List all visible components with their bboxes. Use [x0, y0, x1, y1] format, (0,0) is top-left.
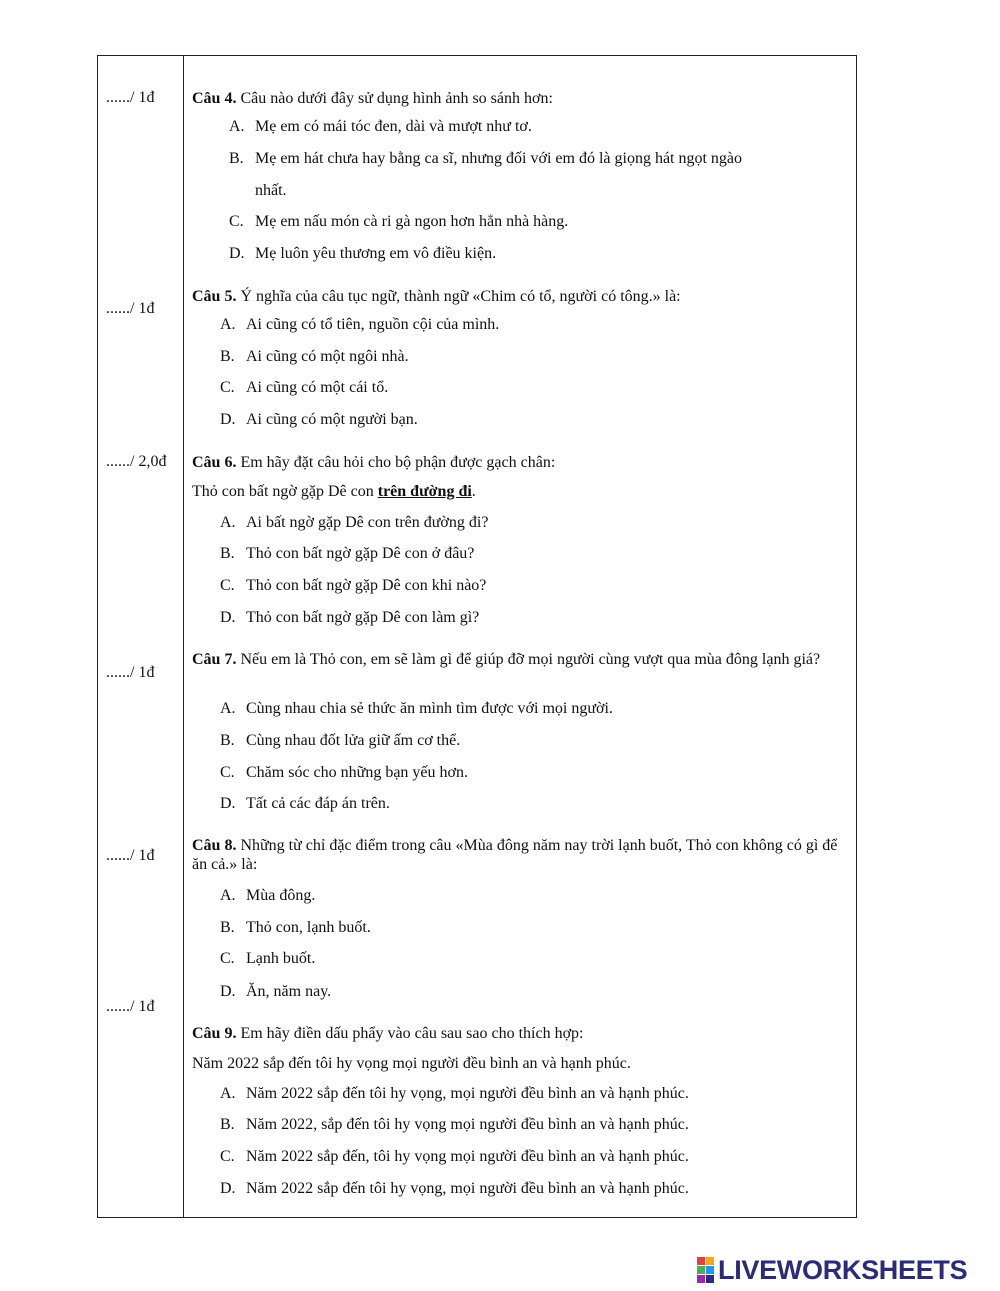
option-text: Mẹ em hát chưa hay bằng ca sĩ, nhưng đối với em đó là giọng hát ngọt ngào: [255, 150, 743, 167]
option-letter: B.: [229, 150, 244, 167]
option-text: Lạnh buốt.: [246, 950, 316, 967]
logo-block: [697, 1266, 705, 1274]
question-number: Câu 4.: [192, 90, 237, 107]
logo-block: [706, 1275, 714, 1283]
question-stem: [192, 89, 847, 108]
option-letter: A.: [220, 1085, 236, 1102]
question-stem: [192, 453, 847, 472]
option-text: Thỏ con bất ngờ gặp Dê con làm gì?: [246, 609, 480, 626]
option-b[interactable]: [220, 1116, 689, 1134]
option-text: Mẹ luôn yêu thương em vô điều kiện.: [255, 245, 497, 262]
sentence-end: .: [471, 483, 476, 500]
option-text: Năm 2022 sắp đến tôi hy vọng, mọi người đều bình an và hạnh phúc.: [246, 1180, 689, 1197]
option-text: Ai cũng có một cái tổ.: [246, 379, 389, 396]
logo-text: LIVEWORKSHEETS: [718, 1255, 968, 1285]
option-letter: B.: [220, 545, 235, 562]
option-a[interactable]: [220, 316, 499, 334]
option-letter: A.: [220, 514, 236, 531]
option-c[interactable]: [220, 379, 388, 397]
option-text: Cùng nhau đốt lửa giữ ấm cơ thể.: [246, 732, 461, 749]
option-d[interactable]: [229, 245, 496, 263]
option-d[interactable]: [220, 795, 390, 813]
option-letter: D.: [220, 609, 236, 626]
option-letter: C.: [229, 213, 244, 230]
question-4: [192, 89, 847, 262]
option-d[interactable]: [220, 609, 479, 627]
option-d[interactable]: [220, 1180, 689, 1198]
option-letter: A.: [220, 316, 236, 333]
option-text: Thỏ con bất ngờ gặp Dê con khi nào?: [246, 577, 487, 594]
question-stem: [192, 1024, 847, 1043]
option-letter: C.: [220, 764, 235, 781]
option-a[interactable]: [220, 514, 488, 532]
option-d[interactable]: [220, 983, 331, 1001]
option-b[interactable]: [220, 348, 409, 366]
option-letter: D.: [229, 245, 245, 262]
option-text: Năm 2022, sắp đến tôi hy vọng mọi người đều bình an và hạnh phúc.: [246, 1116, 689, 1133]
question-stem: [192, 836, 847, 874]
question-8: [192, 836, 847, 1000]
sentence-text: Thỏ con bất ngờ gặp Dê con: [192, 483, 378, 500]
option-text: Chăm sóc cho những bạn yếu hơn.: [246, 764, 468, 781]
question-stem: [192, 287, 847, 306]
option-letter: C.: [220, 1148, 235, 1165]
option-text: Ai cũng có tổ tiên, nguồn cội của mình.: [246, 316, 500, 333]
option-letter: C.: [220, 379, 235, 396]
option-text: Cùng nhau chia sẻ thức ăn mình tìm được với mọi người.: [246, 700, 613, 717]
question-number: Câu 8.: [192, 837, 237, 854]
question-stem: [192, 650, 847, 669]
option-a[interactable]: [220, 1085, 689, 1103]
logo-block: [697, 1275, 705, 1283]
option-c[interactable]: [220, 577, 486, 595]
option-letter: C.: [220, 950, 235, 967]
option-letter: A.: [229, 118, 245, 135]
option-letter: B.: [220, 348, 235, 365]
option-a[interactable]: [229, 118, 532, 136]
option-d[interactable]: [220, 411, 418, 429]
option-letter: A.: [220, 700, 236, 717]
question-7: [192, 650, 847, 812]
option-text: Tất cả các đáp án trên.: [246, 795, 390, 812]
option-letter: D.: [220, 795, 236, 812]
logo-block: [697, 1257, 705, 1265]
question-6: [192, 453, 847, 626]
score-q6: ....../ 2,0đ: [106, 453, 167, 470]
option-text: Ăn, năm nay.: [246, 983, 332, 1000]
option-c[interactable]: [220, 1148, 689, 1166]
example-sentence: [192, 483, 476, 501]
option-letter: A.: [220, 887, 236, 904]
option-text: Ai bất ngờ gặp Dê con trên đường đi?: [246, 514, 489, 531]
option-text: Mẹ em có mái tóc đen, dài và mượt như tơ.: [255, 118, 532, 135]
question-text: Em hãy điền dấu phẩy vào câu sau sao cho thích hợp:: [236, 1025, 584, 1042]
score-q5: ....../ 1đ: [106, 300, 155, 317]
question-number: Câu 7.: [192, 651, 237, 668]
logo-blocks-icon: [697, 1257, 714, 1283]
score-q4: ....../ 1đ: [106, 89, 155, 106]
question-text: Câu nào dưới đây sử dụng hình ảnh so sánh hơn:: [236, 90, 553, 107]
option-b[interactable]: [220, 545, 474, 563]
option-b[interactable]: [229, 150, 742, 168]
score-q8: ....../ 1đ: [106, 847, 155, 864]
score-q7: ....../ 1đ: [106, 664, 155, 681]
liveworksheets-logo[interactable]: [697, 1256, 967, 1284]
question-number: Câu 5.: [192, 288, 237, 305]
option-text: Năm 2022 sắp đến, tôi hy vọng mọi người đều bình an và hạnh phúc.: [246, 1148, 689, 1165]
option-text: Thỏ con, lạnh buốt.: [246, 919, 371, 936]
option-b-continuation: nhất.: [255, 182, 287, 199]
question-number: Câu 9.: [192, 1025, 237, 1042]
question-text: Ý nghĩa của câu tục ngữ, thành ngữ «Chim có tổ, người có tông.» là:: [236, 288, 681, 305]
question-text: Nếu em là Thỏ con, em sẽ làm gì để giúp đỡ mọi người cùng vượt qua mùa đông lạnh giá?: [236, 651, 821, 668]
option-text: Thỏ con bất ngờ gặp Dê con ở đâu?: [246, 545, 475, 562]
question-number: Câu 6.: [192, 454, 237, 471]
option-letter: B.: [220, 1116, 235, 1133]
question-9: [192, 1024, 847, 1197]
option-letter: D.: [220, 411, 236, 428]
option-c[interactable]: [220, 950, 315, 968]
score-q9: ....../ 1đ: [106, 998, 155, 1015]
option-a[interactable]: [220, 700, 613, 718]
option-b[interactable]: [220, 919, 371, 937]
option-b[interactable]: [220, 732, 460, 750]
option-text: Mùa đông.: [246, 887, 316, 904]
logo-block: [706, 1257, 714, 1265]
option-letter: B.: [220, 732, 235, 749]
option-text: Mẹ em nấu món cà ri gà ngon hơn hẳn nhà hàng.: [255, 213, 569, 230]
option-text: Ai cũng có một ngôi nhà.: [246, 348, 409, 365]
option-letter: C.: [220, 577, 235, 594]
option-text: Ai cũng có một người bạn.: [246, 411, 418, 428]
column-divider: [183, 55, 184, 1218]
logo-block: [706, 1266, 714, 1274]
underlined-phrase: trên đường đi: [377, 483, 472, 500]
option-text: Năm 2022 sắp đến tôi hy vọng, mọi người đều bình an và hạnh phúc.: [246, 1085, 689, 1102]
example-sentence: Năm 2022 sắp đến tôi hy vọng mọi người đều bình an và hạnh phúc.: [192, 1055, 631, 1072]
option-c[interactable]: [220, 764, 468, 782]
question-5: [192, 287, 847, 428]
option-c[interactable]: [229, 213, 568, 231]
question-text: Em hãy đặt câu hỏi cho bộ phận được gạch chân:: [236, 454, 556, 471]
option-a[interactable]: [220, 887, 315, 905]
option-letter: D.: [220, 1180, 236, 1197]
option-letter: D.: [220, 983, 236, 1000]
question-text: Những từ chỉ đặc điểm trong câu «Mùa đông năm nay trời lạnh buốt, Thỏ con không có gì để ăn cả.» là:: [192, 837, 838, 873]
option-letter: B.: [220, 919, 235, 936]
